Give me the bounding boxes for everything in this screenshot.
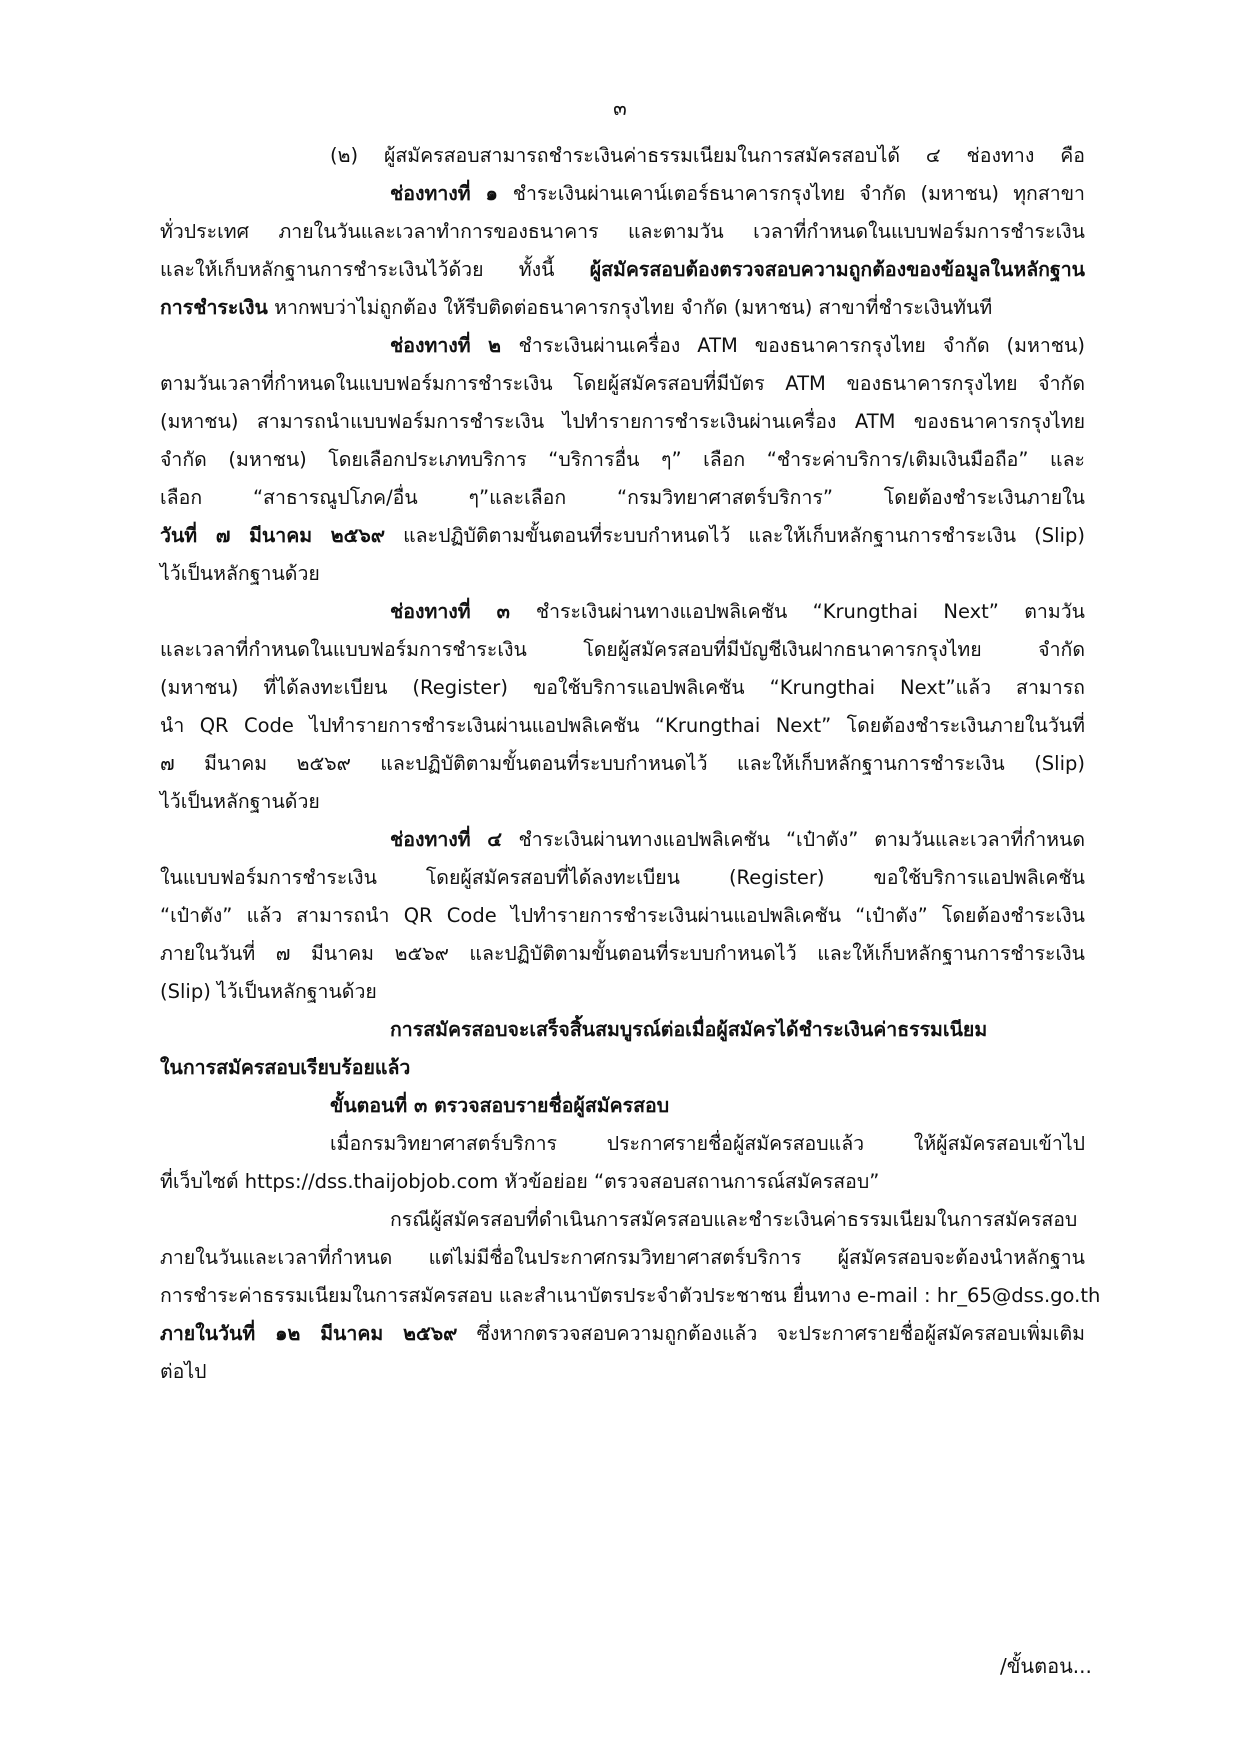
text: ภายในวันที่ ๗ มีนาคม ๒๕๖๙ และปฏิบัติตามขั้นตอนที่ระบบกำหนดไว้ และให้เก็บหลักฐานการชำระเงิน xyxy=(160,942,1085,965)
bold-text: ช่องทางที่ ๓ xyxy=(390,600,536,623)
text: (๒) ผู้สมัครสอบสามารถชำระเงินค่าธรรมเนียมในการสมัครสอบได้ ๔ ช่องทาง คือ xyxy=(330,144,1085,167)
text: กรณีผู้สมัครสอบที่ดำเนินการสมัครสอบและชำระเงินค่าธรรมเนียมในการสมัครสอบ xyxy=(390,1208,1078,1231)
continuation-marker: /ขั้นตอน... xyxy=(1000,1654,1092,1678)
bold-text: ขั้นตอนที่ ๓ ตรวจสอบรายชื่อผู้สมัครสอบ xyxy=(330,1094,670,1117)
text-line xyxy=(160,1049,1085,1087)
text-line xyxy=(160,251,1085,289)
text: ชำระเงินผ่านเครื่อง ATM ของธนาคารกรุงไทย จำกัด (มหาชน) xyxy=(518,334,1085,357)
text-line xyxy=(160,1277,1101,1315)
bold-text: การชำระเงิน xyxy=(160,296,268,319)
text-line xyxy=(390,1201,1085,1239)
bold-text: ช่องทางที่ ๑ xyxy=(390,182,513,205)
text: และให้เก็บหลักฐานการชำระเงินไว้ด้วย ทั้งนี้ xyxy=(160,258,590,281)
text-line xyxy=(160,745,1085,783)
text: ชำระเงินผ่านทางแอปพลิเคชัน “เป๋าตัง” ตามวันและเวลาที่กำหนด xyxy=(518,828,1086,851)
text-line xyxy=(160,441,1085,479)
text: (มหาชน) สามารถนำแบบฟอร์มการชำระเงิน ไปทำรายการชำระเงินผ่านเครื่อง ATM ของธนาคารกรุงไทย xyxy=(160,410,1085,433)
bold-text: ช่องทางที่ ๔ xyxy=(390,828,519,851)
text: “เป๋าตัง” แล้ว สามารถนำ QR Code ไปทำรายการชำระเงินผ่านแอปพลิเคชัน “เป๋าตัง” โดยต้องชำระเงิน xyxy=(160,904,1085,927)
text: (Slip) ไว้เป็นหลักฐานด้วย xyxy=(160,980,377,1003)
text-line xyxy=(390,593,1085,631)
text-line xyxy=(160,365,1085,403)
text: และเวลาที่กำหนดในแบบฟอร์มการชำระเงิน โดยผู้สมัครสอบที่มีบัญชีเงินฝากธนาคารกรุงไทย จำกัด xyxy=(160,638,1085,661)
text-line xyxy=(390,1011,1085,1049)
text-line xyxy=(160,289,1085,327)
text-line xyxy=(160,973,1085,1011)
text-line xyxy=(160,1315,1085,1353)
page-number: ๓ xyxy=(613,96,627,120)
text: ไว้เป็นหลักฐานด้วย xyxy=(160,562,320,585)
text: (มหาชน) ที่ได้ลงทะเบียน (Register) ขอใช้บริการแอปพลิเคชัน “Krungthai Next”แล้ว สามารถ xyxy=(160,676,1085,699)
text: ซึ่งหากตรวจสอบความถูกต้องแล้ว จะประกาศรายชื่อผู้สมัครสอบเพิ่มเติม xyxy=(457,1322,1085,1345)
text-line xyxy=(330,1087,1085,1125)
text: ๗ มีนาคม ๒๕๖๙ และปฏิบัติตามขั้นตอนที่ระบบกำหนดไว้ และให้เก็บหลักฐานการชำระเงิน (Slip) xyxy=(160,752,1085,775)
text: ที่เว็บไซต์ https://dss.thaijobjob.com หัวข้อย่อย “ตรวจสอบสถานการณ์สมัครสอบ” xyxy=(160,1170,880,1193)
text-line xyxy=(160,555,1085,593)
text-line xyxy=(160,669,1085,707)
bold-text: วันที่ ๗ มีนาคม ๒๕๖๙ xyxy=(160,524,386,547)
bold-text: การสมัครสอบจะเสร็จสิ้นสมบูรณ์ต่อเมื่อผู้สมัครได้ชำระเงินค่าธรรมเนียม xyxy=(390,1018,988,1041)
text-line xyxy=(160,213,1085,251)
text: จำกัด (มหาชน) โดยเลือกประเภทบริการ “บริการอื่น ๆ” เลือก “ชำระค่าบริการ/เติมเงินมือถือ” และ xyxy=(160,448,1085,471)
text: เลือก “สาธารณูปโภค/อื่น ๆ”และเลือก “กรมวิทยาศาสตร์บริการ” โดยต้องชำระเงินภายใน xyxy=(160,486,1085,509)
text: นำ QR Code ไปทำรายการชำระเงินผ่านแอปพลิเคชัน “Krungthai Next” โดยต้องชำระเงินภายในวันที่ xyxy=(160,714,1085,737)
text: การชำระค่าธรรมเนียมในการสมัครสอบ และสำเนาบัตรประจำตัวประชาชน ยื่นทาง e-mail : hr_65@dss.go.th xyxy=(160,1284,1101,1307)
text-line xyxy=(160,479,1085,517)
text-line xyxy=(330,137,1085,175)
text: ทั่วประเทศ ภายในวันและเวลาทำการของธนาคาร และตามวัน เวลาที่กำหนดในแบบฟอร์มการชำระเงิน xyxy=(160,220,1085,243)
bold-text: ผู้สมัครสอบต้องตรวจสอบความถูกต้องของข้อมูลในหลักฐาน xyxy=(589,258,1085,281)
text-line xyxy=(160,517,1085,555)
text: ในแบบฟอร์มการชำระเงิน โดยผู้สมัครสอบที่ได้ลงทะเบียน (Register) ขอใช้บริการแอปพลิเคชัน xyxy=(160,866,1085,889)
text-line xyxy=(330,1125,1085,1163)
text-line xyxy=(160,1239,1085,1277)
text-line xyxy=(160,1353,1085,1391)
text: ตามวันเวลาที่กำหนดในแบบฟอร์มการชำระเงิน โดยผู้สมัครสอบที่มีบัตร ATM ของธนาคารกรุงไทย จำกัด xyxy=(160,372,1085,395)
text-line xyxy=(160,935,1085,973)
text: ชำระเงินผ่านทางแอปพลิเคชัน “Krungthai Next” ตามวัน xyxy=(535,600,1085,623)
text-line xyxy=(160,707,1085,745)
text: ต่อไป xyxy=(160,1360,207,1383)
text-line xyxy=(160,1163,1085,1201)
text: และปฏิบัติตามขั้นตอนที่ระบบกำหนดไว้ และให้เก็บหลักฐานการชำระเงิน (Slip) xyxy=(385,524,1085,547)
bold-text: ช่องทางที่ ๒ xyxy=(390,334,519,357)
text-line xyxy=(390,175,1085,213)
text-line xyxy=(390,327,1085,365)
text: ไว้เป็นหลักฐานด้วย xyxy=(160,790,320,813)
text-line xyxy=(390,821,1085,859)
text-line xyxy=(160,859,1085,897)
bold-text: ภายในวันที่ ๑๒ มีนาคม ๒๕๖๙ xyxy=(160,1322,458,1345)
text-line xyxy=(160,631,1085,669)
text-line xyxy=(160,783,1085,821)
text-line xyxy=(160,897,1085,935)
bold-text: ในการสมัครสอบเรียบร้อยแล้ว xyxy=(160,1056,411,1079)
text: ภายในวันและเวลาที่กำหนด แต่ไม่มีชื่อในประกาศกรมวิทยาศาสตร์บริการ ผู้สมัครสอบจะต้องนำหลักฐาน xyxy=(160,1246,1085,1269)
text: หากพบว่าไม่ถูกต้อง ให้รีบติดต่อธนาคารกรุงไทย จำกัด (มหาชน) สาขาที่ชำระเงินทันที xyxy=(267,296,993,319)
text-line xyxy=(160,403,1085,441)
text: เมื่อกรมวิทยาศาสตร์บริการ ประกาศรายชื่อผู้สมัครสอบแล้ว ให้ผู้สมัครสอบเข้าไป xyxy=(330,1132,1085,1155)
text: ชำระเงินผ่านเคาน์เตอร์ธนาคารกรุงไทย จำกัด (มหาชน) ทุกสาขา xyxy=(512,182,1085,205)
